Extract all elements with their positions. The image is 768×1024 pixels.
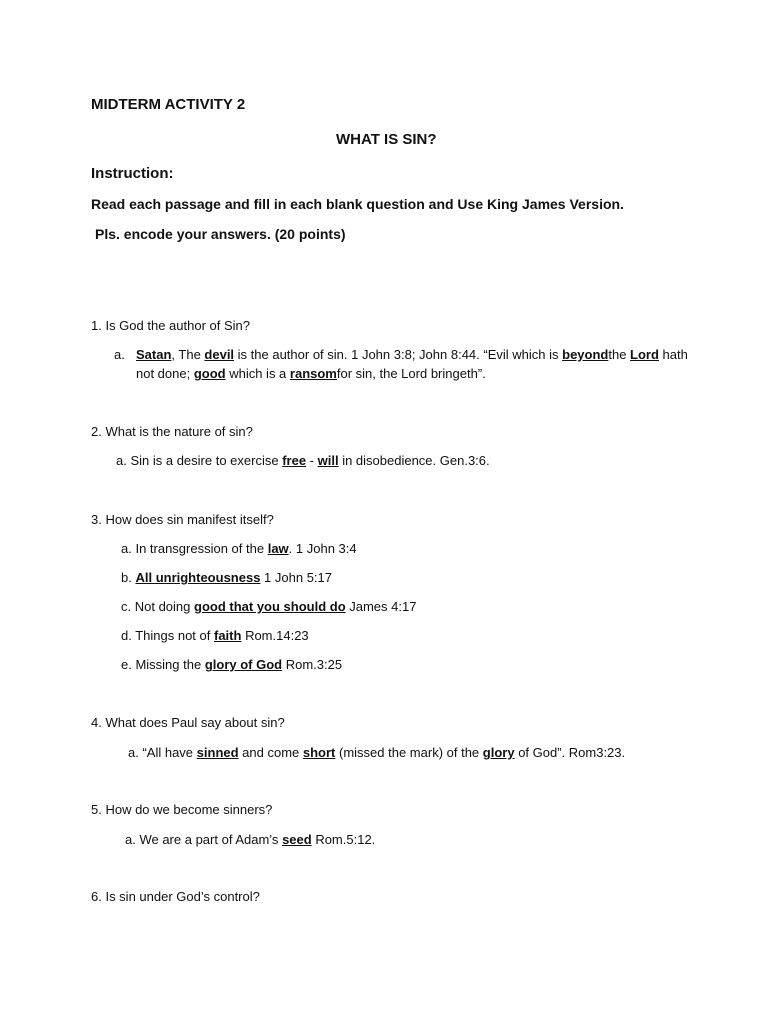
text-segment: a. In transgression of the [121,541,268,556]
text-segment: , The [171,347,205,362]
question-1: 1. Is God the author of Sin? [91,318,250,333]
answer-blank: will [317,453,339,468]
text-segment: d. Things not of [121,628,214,643]
q1-line-1 [136,347,688,362]
answer-blank: law [267,541,289,556]
q1-marker: a. [114,347,125,362]
answer-blank: glory of God [204,657,283,672]
question-6: 6. Is sin under God’s control? [91,889,260,904]
text-segment: - [306,453,318,468]
q3-item-c [121,599,416,614]
q4-answer-line [128,745,625,760]
text-segment: the [608,347,631,362]
question-5: 5. How do we become sinners? [91,802,273,817]
answer-blank: beyond [562,347,609,362]
q1-line-2 [136,366,486,381]
q3-item-d [121,628,309,643]
text-segment: James 4:17 [345,599,417,614]
answer-blank: good that you should do [194,599,346,614]
text-segment: 1 John 5:17 [260,570,332,585]
text-segment: Rom.14:23 [241,628,309,643]
q3-item-a [121,541,357,556]
answer-blank: All unrighteousness [135,570,261,585]
text-segment: Rom.5:12. [311,832,376,847]
text-segment: hath [658,347,688,362]
text-segment: a. Sin is a desire to exercise [116,453,283,468]
instruction-label: Instruction: [91,165,174,182]
text-segment: (missed the mark) of the [335,745,483,760]
answer-blank: faith [214,628,242,643]
answer-blank: devil [204,347,235,362]
question-3: 3. How does sin manifest itself? [91,512,274,527]
answer-blank: good [193,366,226,381]
text-segment: Rom.3:25 [282,657,343,672]
text-segment: for sin, the Lord bringeth”. [336,366,486,381]
answer-blank: glory [482,745,515,760]
text-segment: e. Missing the [121,657,205,672]
text-segment: a. “All have [128,745,197,760]
instruction-text: Read each passage and fill in each blank question and Use King James Version. [91,196,624,212]
answer-blank: short [302,745,336,760]
text-segment: and come [238,745,303,760]
answer-blank: seed [282,832,312,847]
answer-blank: ransom [289,366,337,381]
answer-blank: Lord [630,347,659,362]
text-segment: of God”. Rom3:23. [514,745,626,760]
text-segment: a. We are a part of Adam’s [125,832,283,847]
activity-title: MIDTERM ACTIVITY 2 [91,96,246,113]
text-segment: c. Not doing [121,599,194,614]
q5-answer-line [125,832,375,847]
text-segment: in disobedience. Gen.3:6. [338,453,490,468]
text-segment: is the author of sin. 1 John 3:8; John 8:44. “Evil which is [234,347,563,362]
page-title: WHAT IS SIN? [336,131,437,148]
q3-item-b [121,570,332,585]
text-segment: not done; [136,366,194,381]
text-segment: b. [121,570,136,585]
answer-blank: sinned [196,745,239,760]
text-segment: . 1 John 3:4 [288,541,357,556]
q2-answer-line [116,453,490,468]
q3-item-e [121,657,342,672]
answer-blank: free [282,453,307,468]
answer-blank: Satan [136,347,172,362]
text-segment: which is a [225,366,290,381]
question-4: 4. What does Paul say about sin? [91,715,285,730]
instruction-note: Pls. encode your answers. (20 points) [95,226,346,242]
question-2: 2. What is the nature of sin? [91,424,253,439]
